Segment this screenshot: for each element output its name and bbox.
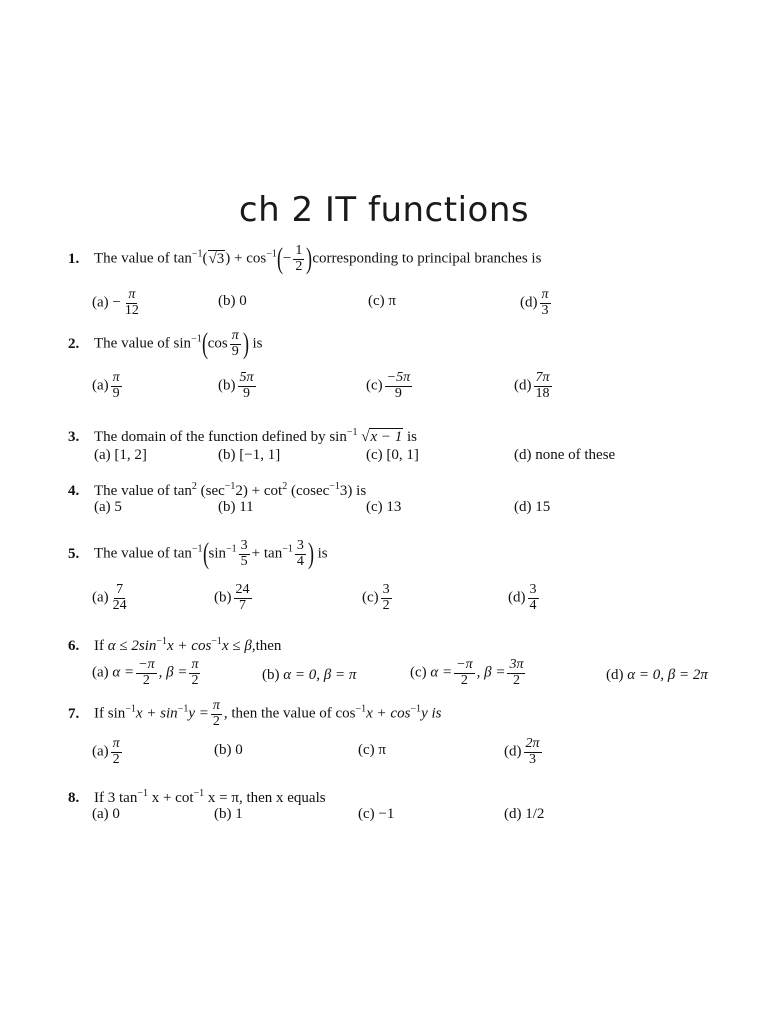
sqrt-symbol: √3 bbox=[208, 250, 225, 267]
question-stem: 6. If $\alpha \le 2\sin^{-1}x + \cos^{-1}x$ ≤ β,then bbox=[68, 636, 282, 654]
option-b: (b) [−1, 1] bbox=[218, 447, 281, 463]
option-c: (c) $\frac{-5\pi}{9}$ bbox=[366, 370, 411, 401]
option-d: (d) $\frac{7\pi}{18}$ bbox=[514, 370, 550, 401]
option-c: (c) $\frac{3}{2}$ bbox=[362, 582, 390, 613]
option-b: (b) 1 bbox=[214, 806, 243, 822]
question-stem: 7. If $\sin^{-1}x + \sin^{-1}y$ = $\frac{\pi}{2}$ , then the value of $\cos^{-1}x + \cos^{-1}y$ is bbox=[68, 698, 442, 729]
option-c: (c) −1 bbox=[358, 806, 395, 822]
option-d: (d) $\frac{3}{4}$ bbox=[508, 582, 537, 613]
question-stem: 1. The value of $\tan^{-1}(√3) + \cos^{-1}(-$ $\frac{1}{2}$ )corresponding to principal branches is bbox=[68, 242, 542, 276]
option-c: (c) 13 bbox=[366, 499, 402, 515]
option-d: (d) 15 bbox=[514, 499, 551, 515]
option-d: (d) none of these bbox=[514, 447, 616, 463]
option-a: (a) $\frac{7}{24}$ bbox=[92, 582, 127, 613]
option-a: (a) 0 bbox=[92, 806, 120, 822]
question-stem: 2. The value of $\sin^{-1}(\cos$ $\frac{\pi}{9}$ ) is bbox=[68, 327, 263, 361]
option-d: (d) $\frac{\pi}{3}$ bbox=[520, 287, 549, 318]
option-c: (c) π bbox=[358, 742, 386, 758]
sqrt-symbol: √ bbox=[361, 429, 370, 445]
option-c: (c) α = $\frac{-\pi}{2}$ , β = $\frac{3\pi}{2}$ bbox=[410, 657, 524, 688]
option-c: (c) [0, 1] bbox=[366, 447, 419, 463]
option-a: (a) α = $\frac{-\pi}{2}$ , β = $\frac{\pi}{2}$ bbox=[92, 657, 199, 688]
option-b: (b) 0 bbox=[214, 742, 243, 758]
option-b: (b) $\frac{5\pi}{9}$ bbox=[218, 370, 254, 401]
option-a: (a) [1, 2] bbox=[94, 447, 147, 463]
option-a: (a) $\frac{\pi}{9}$ bbox=[92, 370, 120, 401]
question-stem: 4. The value of $\tan^2 (\sec^{-1}2) + \cot^2 (cosec^{-1}3)$ is bbox=[68, 481, 367, 499]
question-stem: 8. If 3 $\tan^{-1} x + \cot^{-1} x = \pi$, then x equals bbox=[68, 788, 326, 806]
page-title: ch 2 IT functions bbox=[238, 190, 530, 230]
option-d: (d) α = 0, β = 2π bbox=[606, 667, 708, 683]
option-a: (a) − $\frac{\pi}{12}$ bbox=[92, 287, 139, 318]
option-d: (d) 1/2 bbox=[504, 806, 545, 822]
option-b: (b) $\frac{24}{7}$ bbox=[214, 582, 250, 613]
question-stem: 5. The value of $\tan^{-1}(\sin^{-1}$ $\frac{3}{5}$ + $\tan^{-1}$ $\frac{3}{4}$ ) is bbox=[68, 537, 328, 571]
option-c: (c) π bbox=[368, 293, 396, 309]
option-b: (b) 11 bbox=[218, 499, 254, 515]
option-a: (a) 5 bbox=[94, 499, 122, 515]
option-d: (d) $\frac{2\pi}{3}$ bbox=[504, 736, 540, 767]
option-b: (b) α = 0, β = π bbox=[262, 667, 357, 683]
question-stem: 3. The domain of the function defined by $\sin^{-1} √x - 1$ is bbox=[68, 427, 418, 445]
option-a: (a) $\frac{\pi}{2}$ bbox=[92, 736, 120, 767]
option-b: (b) 0 bbox=[218, 293, 247, 309]
